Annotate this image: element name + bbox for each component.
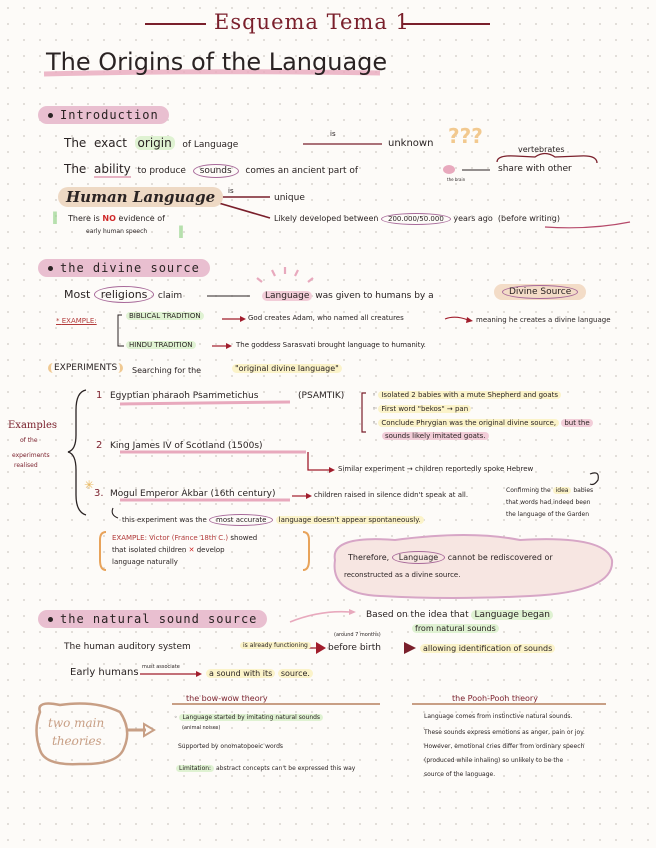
victor-bracket-left bbox=[100, 532, 106, 570]
based-line2: from natural sounds bbox=[412, 624, 499, 633]
pooh-line4: (produced while inhaling) so unlikely to be the bbox=[424, 757, 564, 764]
examples-side-label: Examples bbox=[8, 420, 58, 431]
two-main-label: two main bbox=[48, 716, 105, 730]
exp2-title: King James IV of Scotland (1500s) bbox=[110, 441, 263, 451]
pooh-line1: Language comes from instinctive natural sounds. bbox=[424, 713, 573, 720]
exp1-underline bbox=[120, 402, 290, 404]
exp3-confirm2: that words had indeed been bbox=[506, 499, 591, 506]
exp3-result: children raised in silence didn't speak at all. bbox=[314, 491, 469, 499]
exp1-bullet2: ◦ First word "bekos" → pan bbox=[372, 405, 471, 413]
cross-icon: ✕ bbox=[188, 546, 195, 554]
section-natural-sound: the natural sound source bbox=[38, 610, 267, 628]
subject-heading: Esquema Tema 1 bbox=[214, 10, 410, 34]
victor-bracket-right bbox=[303, 532, 309, 570]
based-line1: Based on the idea that Language began bbox=[366, 610, 553, 620]
human-is-label: is bbox=[228, 187, 234, 195]
auditory-label: The human auditory system bbox=[64, 642, 191, 652]
examples-side-label2: of the bbox=[20, 437, 38, 444]
star-icon: ✳ bbox=[84, 478, 95, 492]
examples-side-label3: experiments bbox=[12, 452, 50, 459]
exp1-bullet3b: sounds likely imitated goats. bbox=[382, 432, 489, 440]
pooh-title: the Pooh-Pooh theory bbox=[452, 694, 538, 703]
question-marks: ??? bbox=[448, 124, 483, 148]
exp3-title: Mogul Emperor Akbar (16th century) bbox=[110, 489, 276, 499]
intro-line2: The ability to produce sounds comes an ancient part of bbox=[64, 162, 359, 176]
months-label: (around 7 months) bbox=[334, 632, 381, 638]
victor-line2: that isolated children ✕ develop bbox=[112, 546, 225, 554]
exp1-bullet3: ◦ Conclude Phrygian was the original divine source, but the bbox=[372, 419, 593, 427]
exp2-result: Similar experiment → children reportedly spoke Hebrew bbox=[338, 465, 534, 473]
page-title: The Origins of the Language bbox=[46, 48, 388, 76]
bowwow-point2: Supported by onomatopoeic words bbox=[178, 743, 283, 750]
bullet-icon bbox=[48, 266, 53, 271]
victor-line3: language naturally bbox=[112, 558, 178, 566]
section-introduction: Introduction bbox=[38, 106, 169, 124]
bullet-icon bbox=[48, 617, 53, 622]
before-birth-arrow bbox=[404, 642, 416, 654]
hindu-text: The goddess Sarasvati brought language to humanity. bbox=[236, 341, 426, 349]
experiments-brace bbox=[68, 390, 86, 515]
vertebrates-brace bbox=[497, 154, 597, 164]
exp3-number: 3. bbox=[94, 488, 104, 499]
associate-label: must associate bbox=[142, 664, 180, 670]
pooh-line5: source of the language. bbox=[424, 771, 496, 778]
exp1-bullet1: ◦ Isolated 2 babies with a mute Shepherd and goats bbox=[372, 391, 561, 399]
developed-line: Likely developed between 200.000/50.000 years ago (before writing) bbox=[274, 214, 560, 223]
exp1-tag: (PSAMTIK) bbox=[298, 391, 345, 401]
hindu-line: HINDU TRADITION bbox=[126, 341, 196, 349]
section-divine-source: the divine source bbox=[38, 259, 210, 277]
divine-line: Most religions claim bbox=[64, 288, 183, 301]
natural-arrow bbox=[290, 612, 350, 622]
divine-language-line: Language was given to humans by a bbox=[262, 291, 434, 301]
therefore-line2: reconstructed as a divine source. bbox=[344, 571, 461, 579]
exp2-arrow bbox=[308, 452, 330, 470]
biblical-text: God creates Adam, who named all creatures bbox=[248, 314, 404, 322]
searching-label: Searching for the bbox=[132, 366, 202, 375]
quote-close-icon: ‖ bbox=[178, 224, 184, 238]
language-rays bbox=[257, 267, 313, 282]
bowwow-title: the bow-wow theory bbox=[186, 694, 268, 703]
bowwow-point3: Limitation: abstract concepts can't be expressed this way bbox=[176, 765, 355, 772]
vertebrates-label: vertebrates bbox=[518, 145, 565, 154]
accurate-arrow bbox=[112, 508, 118, 518]
exp1-number: 1 bbox=[96, 390, 103, 401]
therefore-line1: Therefore, Language cannot be rediscovered or bbox=[348, 553, 553, 562]
already-label: is already functioning bbox=[240, 642, 311, 649]
exp3-confirm3: the language of the Garden bbox=[506, 511, 590, 518]
intro-line1: The exact origin of Language bbox=[64, 136, 239, 150]
brain-icon bbox=[443, 165, 455, 174]
exp3-confirm1: Confirming the idea babies bbox=[506, 487, 594, 494]
unique-label: unique bbox=[274, 193, 305, 203]
meaning-arrow bbox=[445, 317, 468, 320]
before-birth-label: before birth bbox=[328, 643, 381, 653]
hebrew-curl bbox=[590, 473, 598, 485]
brain-label: the brain bbox=[447, 177, 466, 182]
pooh-line2: These sounds express emotions as anger, pain or joy. bbox=[424, 729, 585, 736]
unknown-label: unknown bbox=[388, 138, 434, 149]
bowwow-point1b: (animal noises) bbox=[182, 725, 221, 731]
meaning-text: meaning he creates a divine language bbox=[476, 316, 611, 324]
early-humans-label: Early humans bbox=[70, 667, 139, 678]
original-label: "original divine language" bbox=[232, 364, 342, 373]
is-label: is bbox=[330, 130, 336, 138]
example-label: * EXAMPLE: bbox=[56, 317, 97, 325]
bowwow-point1: ◦ Language started by imitating natural sounds bbox=[174, 714, 323, 721]
human-language-label: Human Language bbox=[58, 187, 223, 207]
evidence-line2: early human speech bbox=[86, 228, 148, 235]
quote-open-icon: ‖ bbox=[52, 210, 58, 224]
examples-side-label4: realised bbox=[14, 462, 38, 469]
share-label: share with other bbox=[498, 164, 572, 174]
sound-label: a sound with its source. bbox=[206, 669, 313, 678]
evidence-line: There is NO evidence of bbox=[68, 214, 165, 223]
bullet-icon bbox=[48, 113, 53, 118]
experiments-label: EXPERIMENTS bbox=[48, 363, 123, 373]
exp2-number: 2 bbox=[96, 440, 103, 451]
theories-label: theories bbox=[52, 734, 102, 748]
exp1-bracket bbox=[362, 393, 366, 432]
allowing-label: allowing identification of sounds bbox=[420, 644, 555, 653]
most-accurate-line: this experiment was the most accurate language doesn't appear spontaneously. bbox=[122, 516, 424, 524]
pooh-line3: However, emotional cries differ from ordinary speech bbox=[424, 743, 585, 750]
example-bracket bbox=[118, 315, 124, 346]
victor-line1: EXAMPLE: Victor (France 18th C.) showed bbox=[112, 534, 258, 542]
exp1-title: Egyptian pharaoh Psammetichus bbox=[110, 391, 259, 401]
therefore-cloud bbox=[335, 535, 613, 598]
divine-source-label: Divine Source bbox=[494, 284, 586, 300]
biblical-line: BIBLICAL TRADITION bbox=[126, 312, 204, 320]
